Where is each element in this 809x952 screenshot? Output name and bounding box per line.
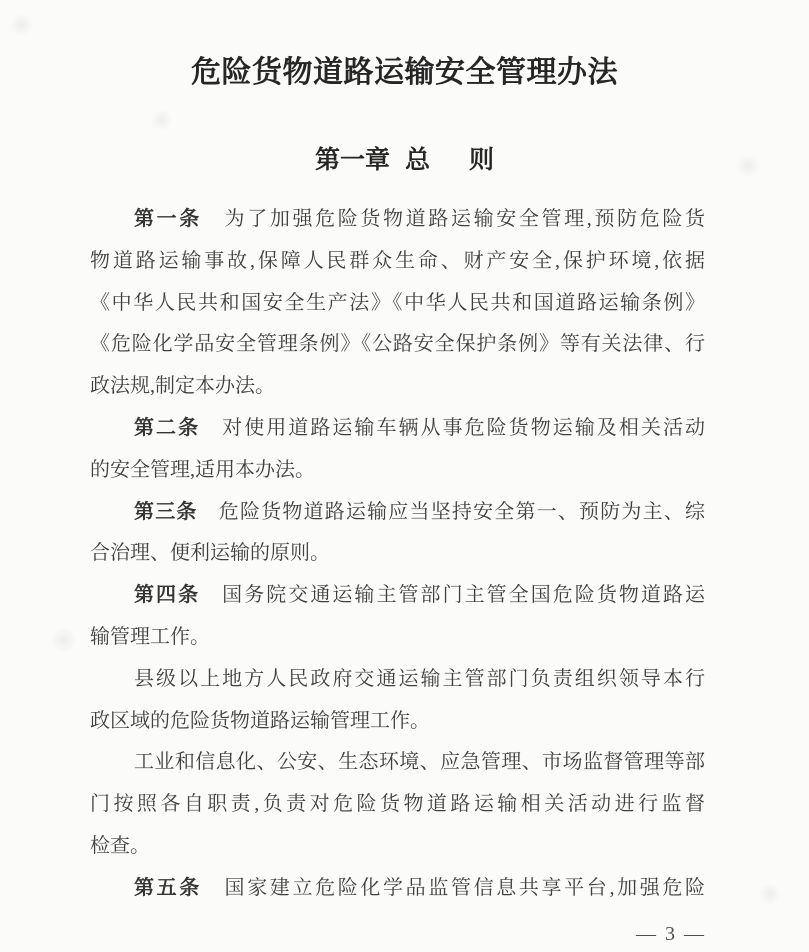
- document-body: [0, 199, 809, 910]
- text-line: 第二条 对使用道路运输车辆从事危险货物运输及相关活动: [134, 416, 705, 439]
- article-number: 第五条: [134, 876, 202, 899]
- document-title: 危险货物道路运输安全管理办法: [191, 56, 618, 89]
- text-line: 的安全管理,适用本办法。: [90, 458, 315, 481]
- chapter-name-char-2: 则: [469, 147, 495, 174]
- text-line: 县级以上地方人民政府交通运输主管部门负责组织领导本行: [134, 667, 705, 690]
- text-line: 第五条 国家建立危险化学品监管信息共享平台,加强危险: [134, 876, 705, 899]
- text-line: 政区域的危险货物道路运输管理工作。: [90, 709, 430, 732]
- chapter-number: 第一章: [314, 147, 390, 174]
- text-line: 《中华人民共和国安全生产法》《中华人民共和国道路运输条例》: [90, 291, 705, 314]
- text-line: 第四条 国务院交通运输主管部门主管全国危险货物道路运: [134, 584, 705, 607]
- chapter-heading: [0, 146, 809, 176]
- page-number: — 3 —: [636, 922, 706, 945]
- article-number: 第四条: [134, 584, 201, 607]
- text-line: 门按照各自职责,负责对危险货物道路运输相关活动进行监督: [90, 793, 705, 816]
- article-number: 第三条: [134, 500, 198, 523]
- text-line: 输管理工作。: [90, 625, 210, 648]
- text-line: 检查。: [90, 834, 150, 857]
- text-line: 第三条 危险货物道路运输应当坚持安全第一、预防为主、综: [134, 500, 705, 523]
- chapter-name-char-1: 总: [404, 147, 430, 174]
- text-line: 政法规,制定本办法。: [90, 375, 275, 398]
- text-line: 第一条 为了加强危险货物道路运输安全管理,预防危险货: [134, 208, 705, 230]
- text-line: 合治理、便利运输的原则。: [90, 542, 330, 565]
- text-line: 工业和信息化、公安、生态环境、应急管理、市场监督管理等部: [134, 751, 705, 774]
- article-number: 第二条: [134, 416, 201, 439]
- article-number: 第一条: [134, 208, 202, 230]
- text-line: 物道路运输事故,保障人民群众生命、财产安全,保护环境,依据: [90, 249, 705, 272]
- scan-smudge: [150, 110, 174, 130]
- text-line: 《危险化学品安全管理条例》《公路安全保护条例》等有关法律、行: [90, 333, 705, 356]
